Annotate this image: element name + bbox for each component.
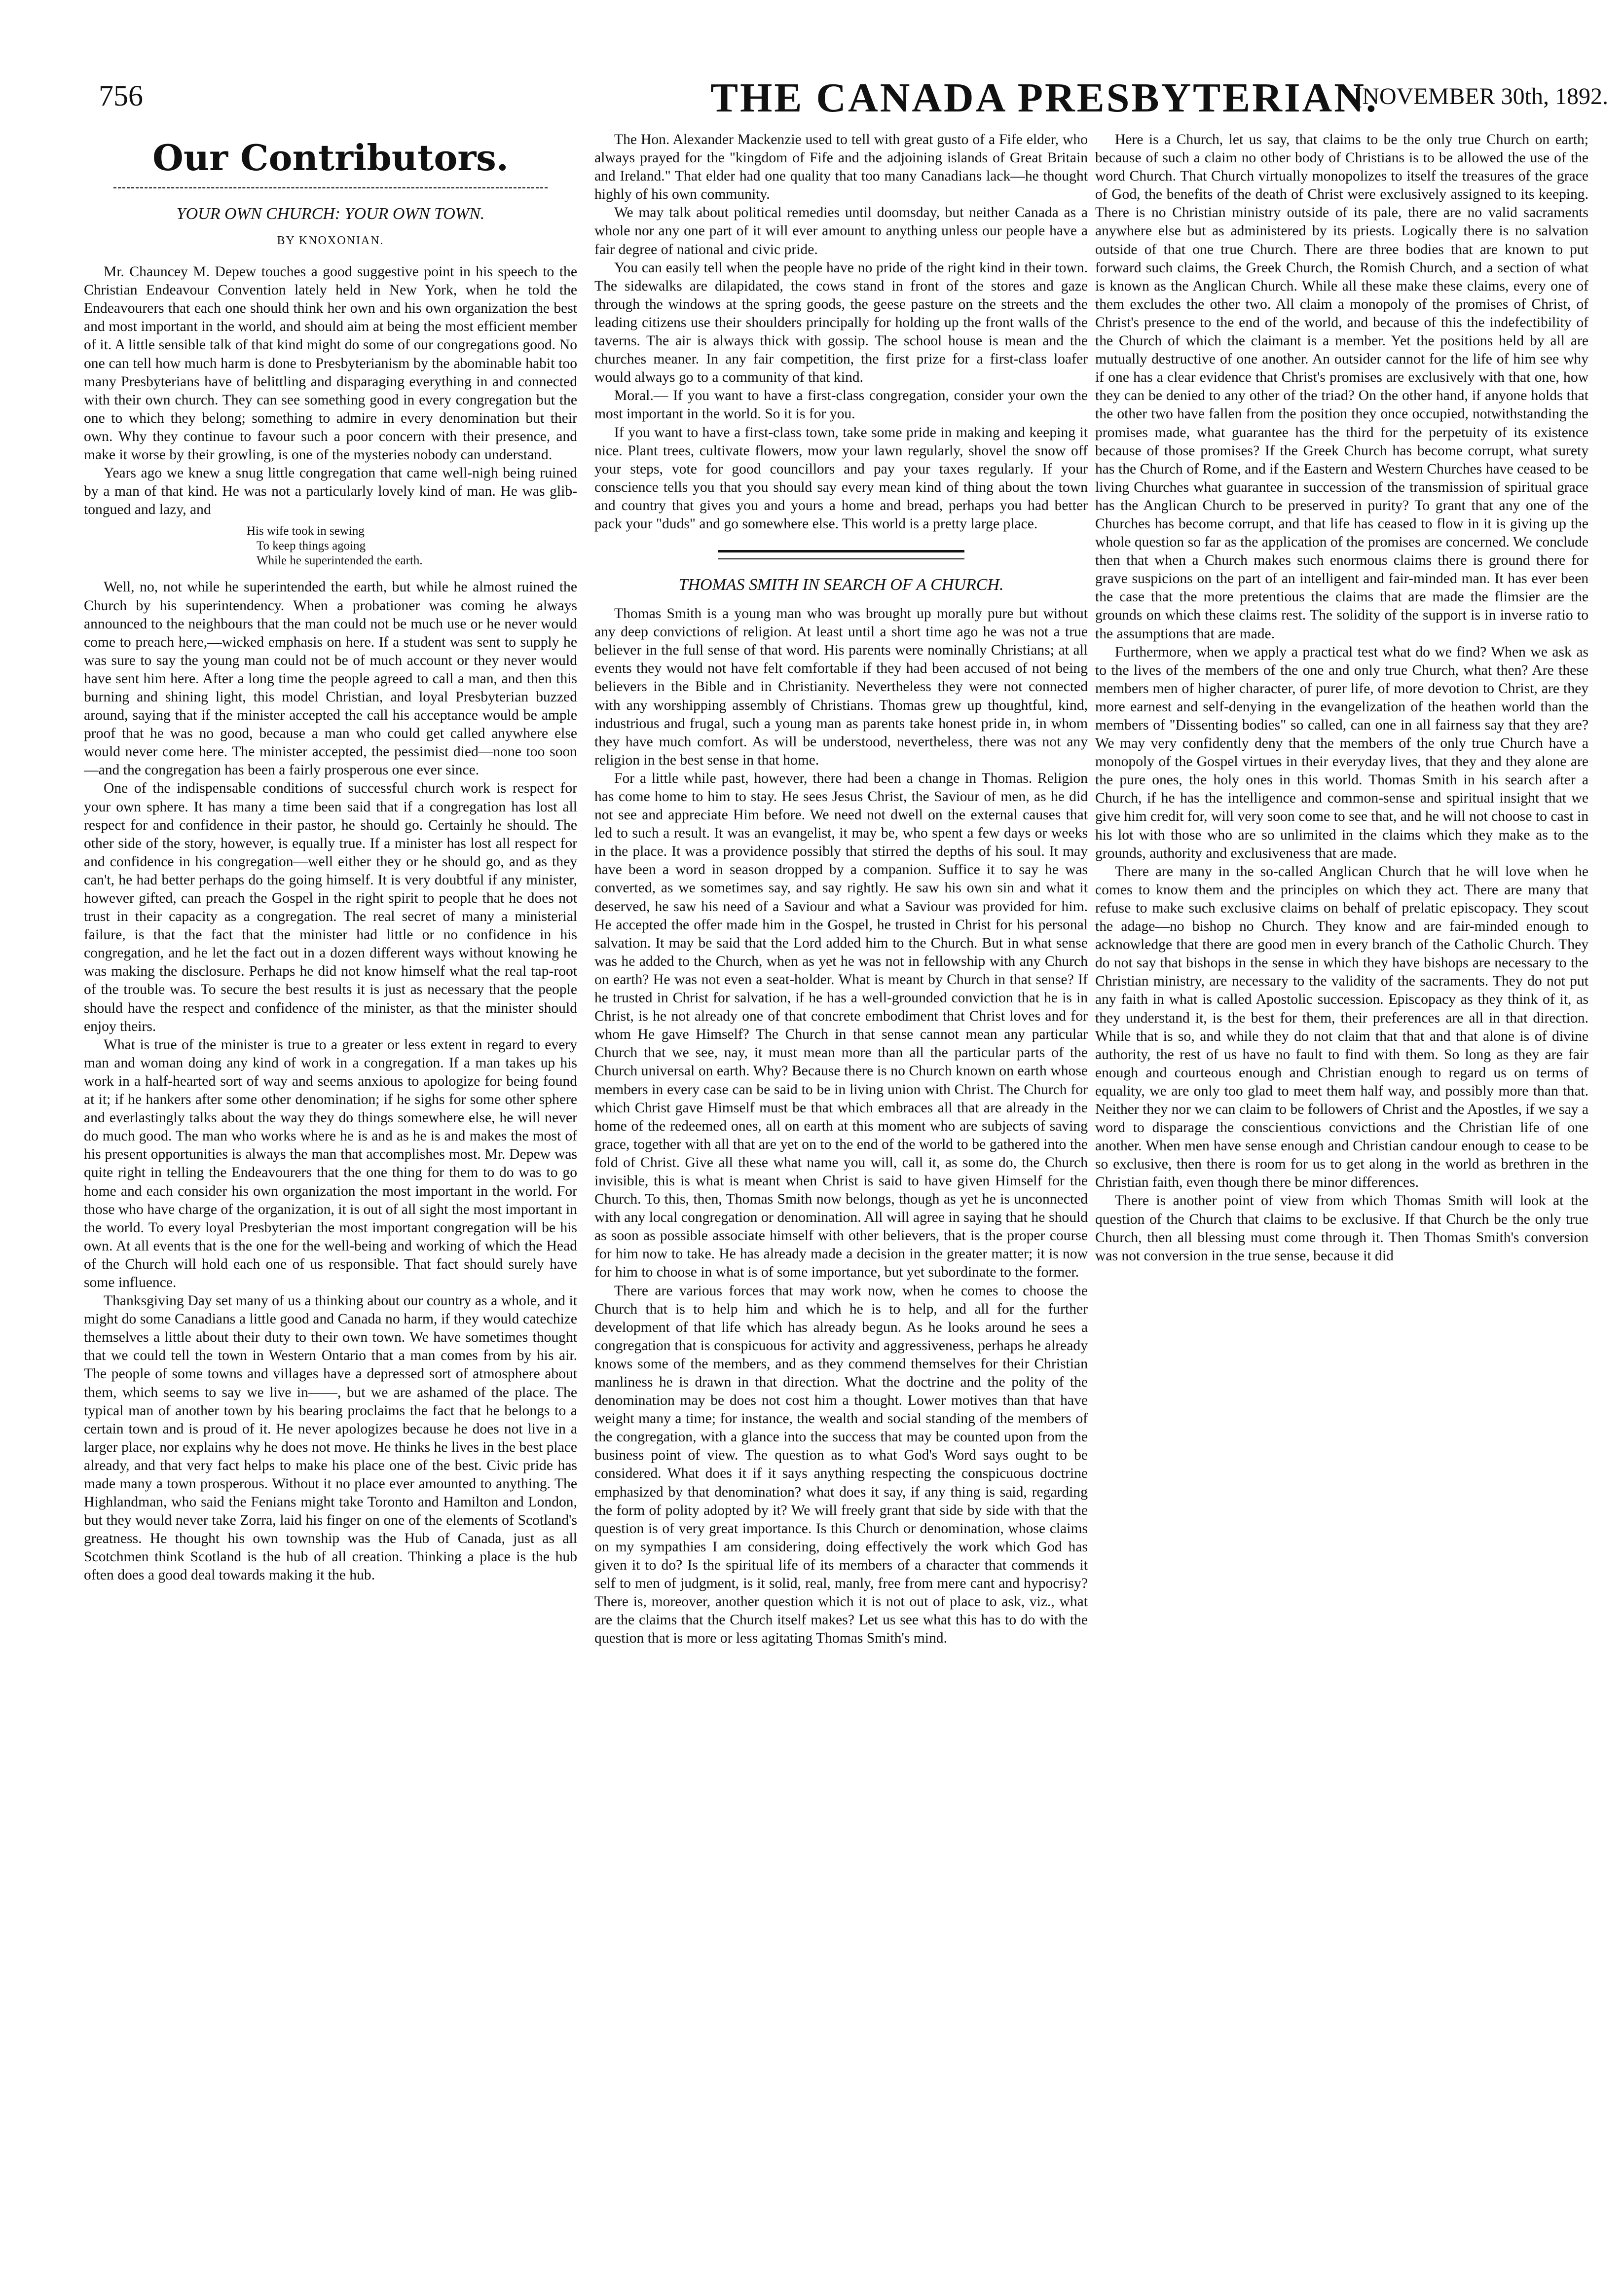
paragraph: You can easily tell when the people have no pride of the right kind in their town. The sidewalks are dilapidated, the cows stand in front of the stores and gaze through the windows at the spring goods, the geese pasture on the streets and the leading citizens use their shoulders principally for holding up the front walls of the taverns. The air is always thick with gossip. The school house is mean and the churches meaner. In any fair competition, the first prize for a first-class loafer would always go to a community of that kind.	[594, 259, 1088, 386]
paragraph: There are many in the so-called Anglican Church that he will love when he comes to know them and the principles on which they act. There are many that refuse to make such exclusive claims on behalf of prelatic episcopacy. They scout the adage—no bishop no Church. They know and are fair-minded enough to acknowledge that there are good men in every branch of the Catholic Church. They do not say that bishops in the sense in which they have bishops are necessary to the Christian ministry, are necessary to the validity of the sacraments. They do not put any faith in what is called Apostolic succession. Episcopacy as they think of it, as they understand it, is the best for them, their preferences are all in that direction. While that is so, and while they do not claim that that and that alone is of divine authority, the rest of us have no fault to find with them. So long as they are fair enough and courteous enough and Christian enough to regard us on terms of equality, we are only too glad to meet them half way, and possibly more than that. Neither they nor we can claim to be followers of Christ and the Apostles, if we say a word to disparage the conscientious convictions and the Christian life of one another. When men have sense enough and Christian candour enough to cease to be so exclusive, then there is room for us to get along in the world as brethren in the Christian faith, even though there be minor differences.	[1095, 863, 1588, 1191]
paragraph: If you want to have a first-class town, take some pride in making and keeping it nice. Plant trees, cultivate flowers, mow your lawn regularly, shovel the snow off your steps, vote for good councillors and pay your taxes regularly. If your conscience tells you that you should say every mean kind of thing about the town and country that gives you and yours a home and bread, perhaps you had better pack your "duds" and go somewhere else. This world is a pretty large place.	[594, 424, 1088, 532]
paragraph: There are various forces that may work now, when he comes to choose the Church that is to help him and which he is to help, and all for the further development of that life which has already begun. As he looks around he sees a congregation that is conspicuous for activity and aggressiveness, perhaps he already knows some of the members, and as they commend themselves for their Christian manliness he is drawn in that direction. What the doctrine and the polity of the denomination may be does not cost him a thought. Lower motives than that have weight many a time; for instance, the wealth and social standing of the members of the congregation, with a glance into the success that may be counted upon from the business point of view. The question as to what God's Word says ought to be considered. What does it if it says anything respecting the conspicuous doctrine emphasized by that denomination? what does it say, if any thing is said, regarding the form of polity adopted by it? We will freely grant that side by side with that the question is of very great importance. Is this Church or denomination, whose claims on my sympathies I am considering, doing effectively the work which God has given it to do? Is the spiritual life of its members of a character that commends it self to men of judgment, is it solid, real, manly, free from mere cant and hypocrisy? There is, moreover, another question which it is not out of place to ask, viz., what are the claims that the Church itself makes? Let us see what this has to do with the question that is more or less agitating Thomas Smith's mind.	[594, 1283, 1088, 1647]
issue-date: [NOVEMBER 30th, 1892.	[1354, 83, 1608, 110]
paragraph: Thomas Smith is a young man who was brought up morally pure but without any deep convictions of religion. At least until a short time ago he was not a true believer in the full sense of that word. His parents were nominally Christians; at all events they would not have felt comfortable if they had been accused of not being believers in the Bible and in Christianity. Nevertheless they were not connected with any worshipping assembly of Christians. Thomas grew up thoughtful, kind, industrious and frugal, such a young man as parents take honest pride in, in whom they have much comfort. As will be understood, nevertheless, there was not any religion in the best sense in that home.	[594, 606, 1088, 768]
column-1	[84, 131, 577, 2267]
paragraph: What is true of the minister is true to a greater or less extent in regard to every man and woman doing any kind of work in a congregation. If a man takes up his work in a half-hearted sort of way and seems anxious to apologize for being found at it; if he hankers after some other denomination; if he sighs for some other sphere and everlastingly talks about the way they do things somewhere else, he will never do much good. The man who works where he is and as he is and makes the most of his present opportunities is always the man that accomplishes most. Mr. Depew was quite right in telling the Endeavourers that the one thing for them to do was to go home and each consider his own organization the most important in the world. For those who have charge of the organization, it is out of all sight the most important in the world. To every loyal Presbyterian the most important congregation will be his own. At all events that is the one for the well-being and working of which the Head of the Church will hold each one of us responsible. That fact should surely have some influence.	[84, 1036, 577, 1290]
paragraph: Moral.— If you want to have a first-class congregation, consider your own the most important in the world. So it is for you.	[594, 388, 1088, 422]
verse-quote	[247, 524, 577, 568]
article-1-title: YOUR OWN CHURCH: YOUR OWN TOWN.	[176, 205, 485, 223]
article-separator	[718, 550, 964, 559]
column-3	[1095, 131, 1588, 2267]
page-number: 756	[99, 79, 143, 112]
paragraph: Thanksgiving Day set many of us a thinking about our country as a whole, and it might do some Canadians a little good and Canada no harm, if they would catechize themselves a little about their duty to their own town. We have sometimes thought that we could tell the town in Western Ontario that a man comes from by his air. The people of some towns and villages have a depressed sort of atmosphere about them, which seems to say we live in——, but we are ashamed of the place. The typical man of another town by his bearing proclaims the fact that he belongs to a certain town and is proud of it. He never apologizes because he does not live in a larger place, nor explains why he does not move. He thinks he lives in the best place already, and that very fact helps to make his place one of the best. Civic pride has made many a town prosperous. Without it no place ever amounted to anything. The Highlandman, who said the Fenians might take Toronto and Hamilton and London, but they would never take Zorra, laid his finger on one of the elements of Scotland's greatness. He thought his own township was the Hub of Canada, just as all Scotchmen think Scotland is the hub of all creation. Thinking a place is the hub often does a good deal towards making it the hub.	[84, 1293, 577, 1583]
verse-line: His wife took in sewing	[247, 524, 365, 538]
page-header	[99, 74, 1608, 128]
paragraph: The Hon. Alexander Mackenzie used to tell with great gusto of a Fife elder, who always prayed for the "kingdom of Fife and the adjoining islands of Great Britain and Ireland." That elder had one quality that too many Canadians lack—he thought highly of his own community.	[594, 132, 1088, 203]
article-2-title: THOMAS SMITH IN SEARCH OF A CHURCH.	[678, 576, 1004, 594]
paragraph: For a little while past, however, there had been a change in Thomas. Religion has come home to him to stay. He sees Jesus Christ, the Saviour of men, as he did not see and appreciate Him before. We need not dwell on the external causes that led to such a result. It was an evangelist, it may be, who spent a few days or weeks in the place. It was a providence possibly that stirred the depths of his soul. It may have been a word in season dropped by a companion. Suffice it to say he was converted, as we sometimes say, and say rightly. He saw his own sin and what it deserved, he saw his need of a Saviour and what a Saviour was provided for him. He accepted the offer made him in the Gospel, he trusted in Christ for his personal salvation. It may be said that the Lord added him to the Church. But in what sense was he added to the Church, when as yet he was not in fellowship with any Church on earth? He was not even a seat-holder. What is meant by Church in that sense? If he trusted in Christ for salvation, if he has a well-grounded conviction that he is in Christ, is he not already one of that concrete embodiment that Christ loves and for whom He gave Himself? The Church in that sense cannot mean any particular Church that we see, nay, it must mean more than all the particular parts of the Church universal on earth. Why? Because there is no Church known on earth whose members in every case can be said to be in living union with Christ. The Church for which Christ gave Himself must be that which embraces all that are already in the home of the redeemed ones, all on earth at this moment who are subjects of saving grace, together with all that are yet on to the end of the world to be gathered into the fold of Christ. Give all these what name you will, call it, as some do, the Church invisible, this is what is meant when Christ is said to have given Himself for the Church. To this, then, Thomas Smith now belongs, though as yet he is unconnected with any local congregation or denomination. All will agree in saying that he should as soon as possible associate himself with other believers, that is the proper course for him now to take. He has already made a decision in the greater matter; it is now for him to choose in what is of some importance, but yet subordinate to the former.	[594, 770, 1088, 1281]
verse-line: While he superintended the earth.	[257, 554, 423, 568]
paragraph: There is another point of view from which Thomas Smith will look at the question of the Church that claims to be exclusive. If that Church be the only true Church, then all blessing must come through it. Then Thomas Smith's conversion was not conversion in the true sense, because it did	[1095, 1193, 1588, 1264]
verse-line: To keep things agoing	[257, 539, 366, 553]
paragraph: One of the indispensable conditions of successful church work is respect for your own sphere. It has many a time been said that if a congregation has lost all respect for and confidence in their pastor, he should go. Certainly he should. The other side of the story, however, is equally true. If a minister has lost all respect for and confidence in his congregation—well either they or he should go, and as they can't, he had better perhaps do the going himself. It is very doubtful if any minister, however gifted, can preach the Gospel in the right spirit to people that he does not trust in their capacity as a congregation. The real secret of many a ministerial failure, is that the fact that the minister had little or no confidence in his congregation, and he let the fact out in a dozen different ways without knowing he was making the disclosure. Perhaps he did not know himself what the real tap-root of the trouble was. To secure the best results it is just as necessary that the people should have the respect and confidence of the minister, as that the minister should enjoy theirs.	[84, 780, 577, 1034]
paragraph: Here is a Church, let us say, that claims to be the only true Church on earth; because of such a claim no other body of Christians is to be allowed the use of the word Church. That Church virtually monopolizes to itself the treasures of the grace of God, the benefits of the death of Christ were exclusively assigned to its keeping. There is no Christian ministry outside of its pale, there are no valid sacraments anywhere else but as administered by its priests. Logically there is no salvation outside of that one true Church. There are three bodies that are known to put forward such claims, the Greek Church, the Romish Church, and a section of what is known as the Anglican Church. While all these make these claims, every one of them excludes the other two. All claim a monopoly of the promises of Christ, of Christ's presence to the end of the world, and because of this the indefectibility of the Church of which the claimant is a member. Yet the positions held by all are mutually destructive of one another. An outsider cannot for the life of him see why if one has a clear evidence that Christ's promises are exclusively with that one, how they can be denied to any other of the triad? On the other hand, if anyone holds that the other two have fallen from the position they once occupied, notwithstanding the promises made, what guarantee has the third for the perpetuity of its existence because of those promises? If the Greek Church has become corrupt, what surety has the Church of Rome, and if the Eastern and Western Churches have ceased to be living Churches what guarantee in succession of the transmission of spiritual grace has the Anglican Church to be preserved in purity? To grant that any one of the Churches has become corrupt, and that life has ceased to flow in it is giving up the whole question so far as the application of the promises are concerned. We conclude then that when a Church makes such enormous claims there is ground there for grave suspicions on the part of an intelligent and fair-minded man. It has ever been the case that the more pretentious the claims that are made the flimsier are the grounds on which these claims rest. The solidity of the support is in inverse ratio to the assumptions that are made.	[1095, 132, 1588, 642]
publication-title: THE CANADA PRESBYTERIAN.	[710, 75, 1378, 121]
section-masthead: Our Contributors.	[152, 137, 509, 179]
paragraph: Years ago we knew a snug little congregation that came well-nigh being ruined by a man of that kind. He was not a particularly lovely kind of man. He was glib-tongued and lazy, and	[84, 465, 577, 518]
paragraph: Mr. Chauncey M. Depew touches a good suggestive point in his speech to the Christian Endeavour Convention lately held in New York, when he told the Endeavourers that each one should think her own and his own organization the best and most important in the world, and should aim at being the most efficient member of it. A little sensible talk of that kind might do some of our congregations good. No one can tell how much harm is done to Presbyterianism by the abominable habit too many Presbyterians have of belittling and disparaging everything in and connected with their own church. They can see something good in every congregation but the one to which they belong; something to admire in every denomination but their own. Why they continue to favour such a poor concern with their presence, and make it worse by their growling, is one of the mysteries nobody can understand.	[84, 264, 577, 463]
paragraph: Furthermore, when we apply a practical test what do we find? When we ask as to the lives of the members of the one and only true Church, what then? Are these members men of higher character, of purer life, of more devotion to Christ, are they more earnest and self-denying in the evangelization of the heathen world than the members of "Dissenting bodies" so called, can one in all fairness say that they are? We may very confidently deny that the members of the only true Church have a monopoly of the Gospel virtues in their everyday lives, that they and they alone are the pure ones, the holy ones in this world. Thomas Smith in his search after a Church, if he has the intelligence and common-sense and spiritual insight that we give him credit for, will very soon come to see that, and he will not choose to cast in his lot with those who are so unlimited in the claims which they make as to the grounds, authority and exclusiveness that are made.	[1095, 644, 1588, 861]
column-2	[594, 131, 1088, 2267]
paragraph: We may talk about political remedies until doomsday, but neither Canada as a whole nor any one part of it will ever amount to anything unless our people have a fair degree of national and civic pride.	[594, 205, 1088, 257]
paragraph: Well, no, not while he superintended the earth, but while he almost ruined the Church by his superintendency. When a probationer was coming he always announced to the neighbours that the man could not be much use or he never would come to preach here,—wicked emphasis on here. If a student was sent to supply he was sure to say the young man could not be of much account or they never would have sent him here. After a long time the people agreed to call a man, and then this burning and shining light, this model Christian, and loyal Presbyterian buzzed around, saying that if the minister accepted the call his acceptance would be ample proof that he was no good, because a man who could get called anywhere else would never come here. The minister accepted, the pessimist died—none too soon—and the congregation has been a fairly prosperous one ever since.	[84, 579, 577, 778]
masthead-rule	[113, 187, 548, 188]
article-1-byline: BY KNOXONIAN.	[277, 234, 384, 247]
